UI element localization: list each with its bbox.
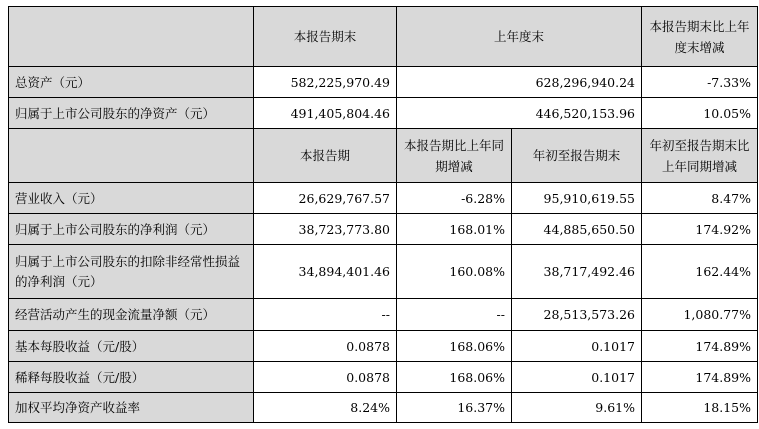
header-blank-cell [9, 7, 254, 67]
cell-v4: 8.47% [642, 183, 758, 214]
cell-change: 10.05% [642, 98, 758, 129]
financial-summary-table [8, 6, 758, 423]
table-row [9, 214, 758, 245]
header-ytd-change: 年初至报告期末比上年同期增减 [642, 129, 758, 183]
cell-v4: 174.89% [642, 362, 758, 393]
cell-v3: 0.1017 [512, 362, 642, 393]
cell-v4: 18.15% [642, 393, 758, 423]
cell-v3: 95,910,619.55 [512, 183, 642, 214]
row-label: 归属于上市公司股东的净利润（元） [9, 214, 254, 245]
row-label: 基本每股收益（元/股） [9, 331, 254, 362]
row-label: 总资产（元） [9, 67, 254, 98]
table-row [9, 362, 758, 393]
row-label: 经营活动产生的现金流量净额（元） [9, 299, 254, 331]
cell-v1: -- [254, 299, 397, 331]
row-label: 归属于上市公司股东的净资产（元） [9, 98, 254, 129]
header-current-period: 本报告期 [254, 129, 397, 183]
row-label: 归属于上市公司股东的扣除非经常性损益的净利润（元） [9, 245, 254, 299]
cell-current: 491,405,804.46 [254, 98, 397, 129]
cell-v1: 26,629,767.57 [254, 183, 397, 214]
cell-v2: 160.08% [397, 245, 512, 299]
header-current-period-end: 本报告期末 [254, 7, 397, 67]
row-label: 营业收入（元） [9, 183, 254, 214]
cell-change: -7.33% [642, 67, 758, 98]
cell-v3: 0.1017 [512, 331, 642, 362]
header-period-change: 本报告期比上年同期增减 [397, 129, 512, 183]
cell-v2: 168.01% [397, 214, 512, 245]
cell-v4: 174.92% [642, 214, 758, 245]
cell-v1: 0.0878 [254, 362, 397, 393]
cell-v3: 44,885,650.50 [512, 214, 642, 245]
cell-v3: 38,717,492.46 [512, 245, 642, 299]
cell-v3: 9.61% [512, 393, 642, 423]
table-row [9, 245, 758, 299]
table-row [9, 299, 758, 331]
cell-v2: 168.06% [397, 362, 512, 393]
cell-v1: 8.24% [254, 393, 397, 423]
cell-v1: 38,723,773.80 [254, 214, 397, 245]
cell-v1: 0.0878 [254, 331, 397, 362]
header-prior-year-end: 上年度末 [397, 7, 642, 67]
row-label: 稀释每股收益（元/股） [9, 362, 254, 393]
cell-v4: 162.44% [642, 245, 758, 299]
header-row-2 [9, 129, 758, 183]
header-change-vs-prior-year-end: 本报告期末比上年度末增减 [642, 7, 758, 67]
table-row [9, 393, 758, 423]
cell-v4: 1,080.77% [642, 299, 758, 331]
cell-prev: 446,520,153.96 [397, 98, 642, 129]
table-row [9, 183, 758, 214]
cell-v2: -6.28% [397, 183, 512, 214]
header-blank-cell [9, 129, 254, 183]
cell-v4: 174.89% [642, 331, 758, 362]
cell-v2: 16.37% [397, 393, 512, 423]
header-row-1 [9, 7, 758, 67]
cell-prev: 628,296,940.24 [397, 67, 642, 98]
cell-v1: 34,894,401.46 [254, 245, 397, 299]
cell-v2: -- [397, 299, 512, 331]
header-ytd: 年初至报告期末 [512, 129, 642, 183]
cell-v2: 168.06% [397, 331, 512, 362]
cell-current: 582,225,970.49 [254, 67, 397, 98]
row-label: 加权平均净资产收益率 [9, 393, 254, 423]
table-row [9, 98, 758, 129]
table-row [9, 331, 758, 362]
table-row [9, 67, 758, 98]
cell-v3: 28,513,573.26 [512, 299, 642, 331]
